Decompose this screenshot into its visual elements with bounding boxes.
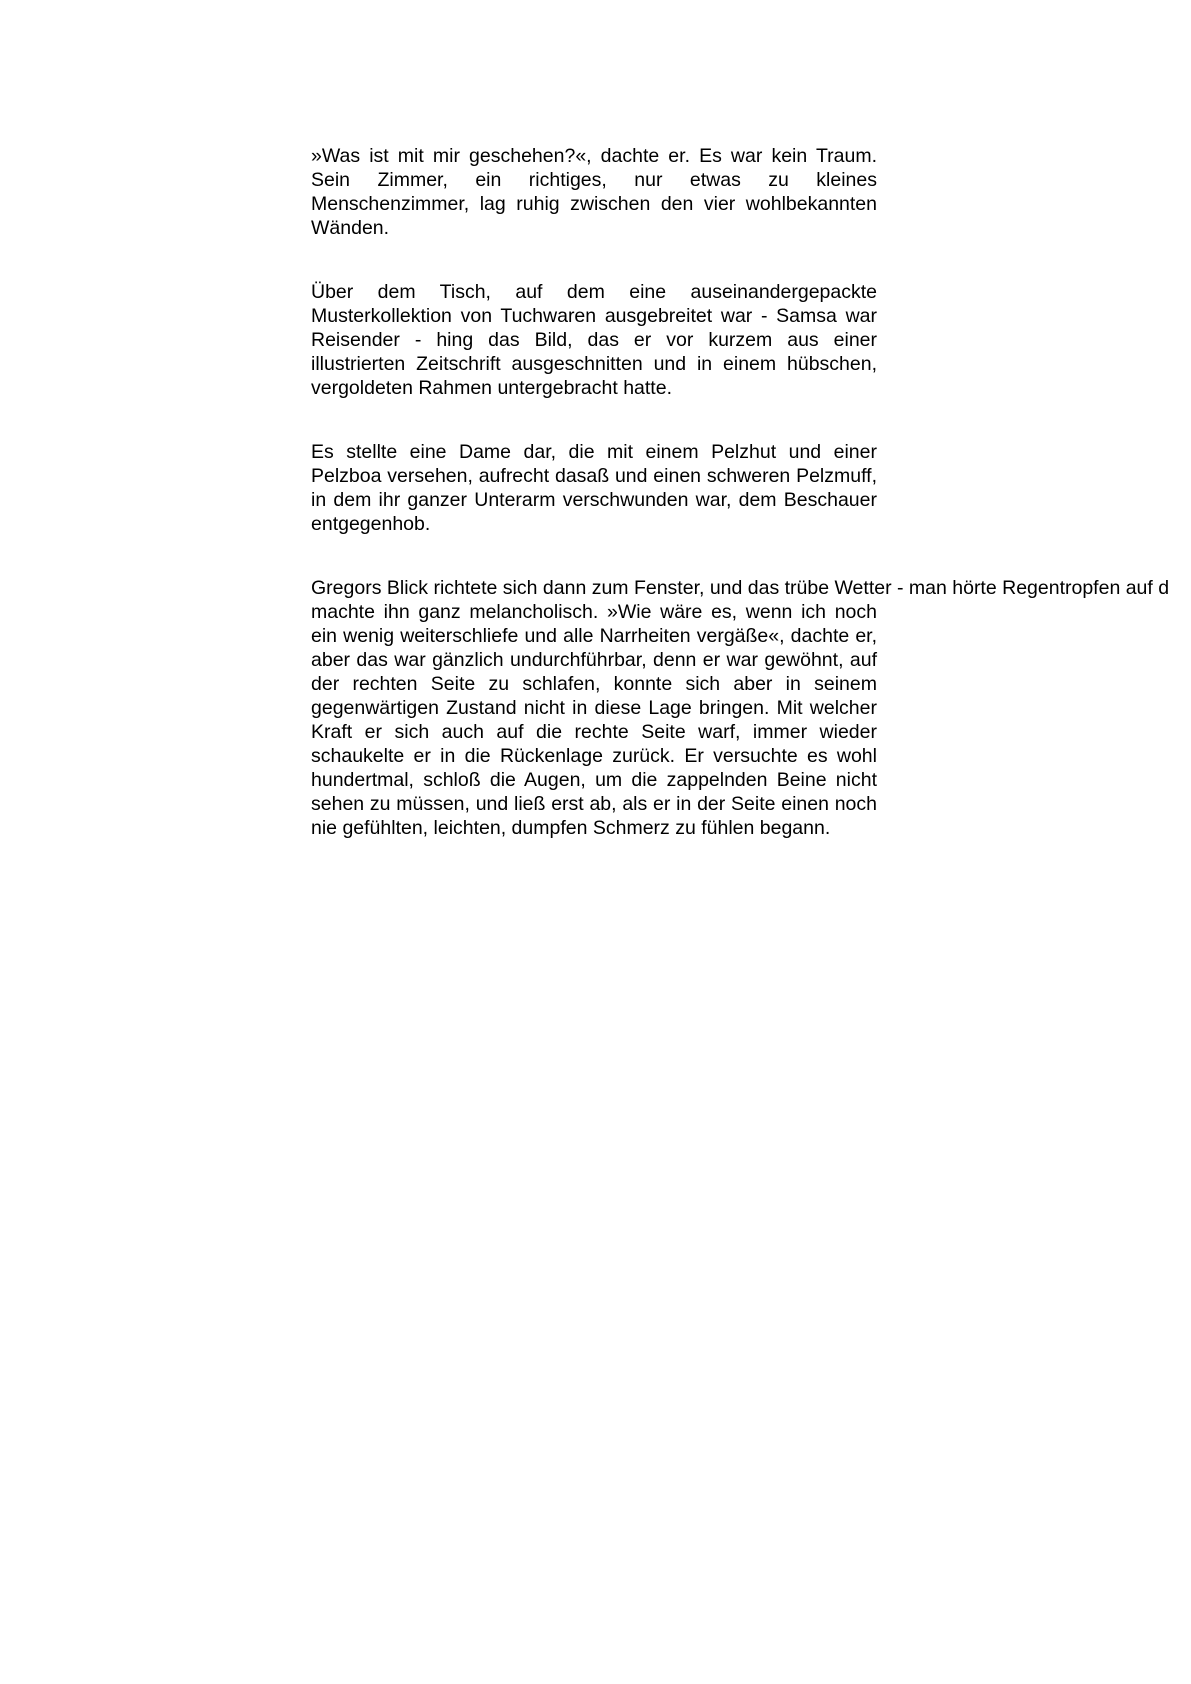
paragraph-4-overflow-line: Gregors Blick richtete sich dann zum Fenster, und das trübe Wetter - man hörte Regentropfen auf d <box>311 577 1170 599</box>
paragraph-1: »Was ist mit mir geschehen?«, dachte er. Es war kein Traum. Sein Zimmer, ein richtiges, nur etwas zu kleines Menschenzimmer, lag ruhig zwischen den vier wohlbekannten Wänden. <box>311 145 877 239</box>
paragraph-3: Es stellte eine Dame dar, die mit einem Pelzhut und einer Pelzboa versehen, aufrecht dasaß und einen schweren Pelzmuff, in dem ihr ganzer Unterarm verschwunden war, dem Beschauer entgegenhob. <box>311 441 877 535</box>
paragraph-4-body: machte ihn ganz melancholisch. »Wie wäre es, wenn ich noch ein wenig weiterschliefe und alle Narrheiten vergäße«, dachte er, aber das war gänzlich undurchführbar, denn er war gewöhnt, auf der rechten Seite zu schlafen, konnte sich aber in seinem gegenwärtigen Zustand nicht in diese Lage bringen. Mit welcher Kraft er sich auch auf die rechte Seite warf, immer wieder schaukelte er in die Rückenlage zurück. Er versuchte es wohl hundertmal, schloß die Augen, um die zappelnden Beine nicht sehen zu müssen, und ließ erst ab, als er in der Seite einen noch nie gefühlten, leichten, dumpfen Schmerz zu fühlen begann. <box>311 601 877 839</box>
text-column <box>311 144 1170 840</box>
paragraph-2: Über dem Tisch, auf dem eine auseinandergepackte Musterkollektion von Tuchwaren ausgebreitet war - Samsa war Reisender - hing das Bild, das er vor kurzem aus einer illustrierten Zeitschrift ausgeschnitten und in einem hübschen, vergoldeten Rahmen untergebracht hatte. <box>311 281 877 399</box>
paragraph-4 <box>311 576 1170 840</box>
